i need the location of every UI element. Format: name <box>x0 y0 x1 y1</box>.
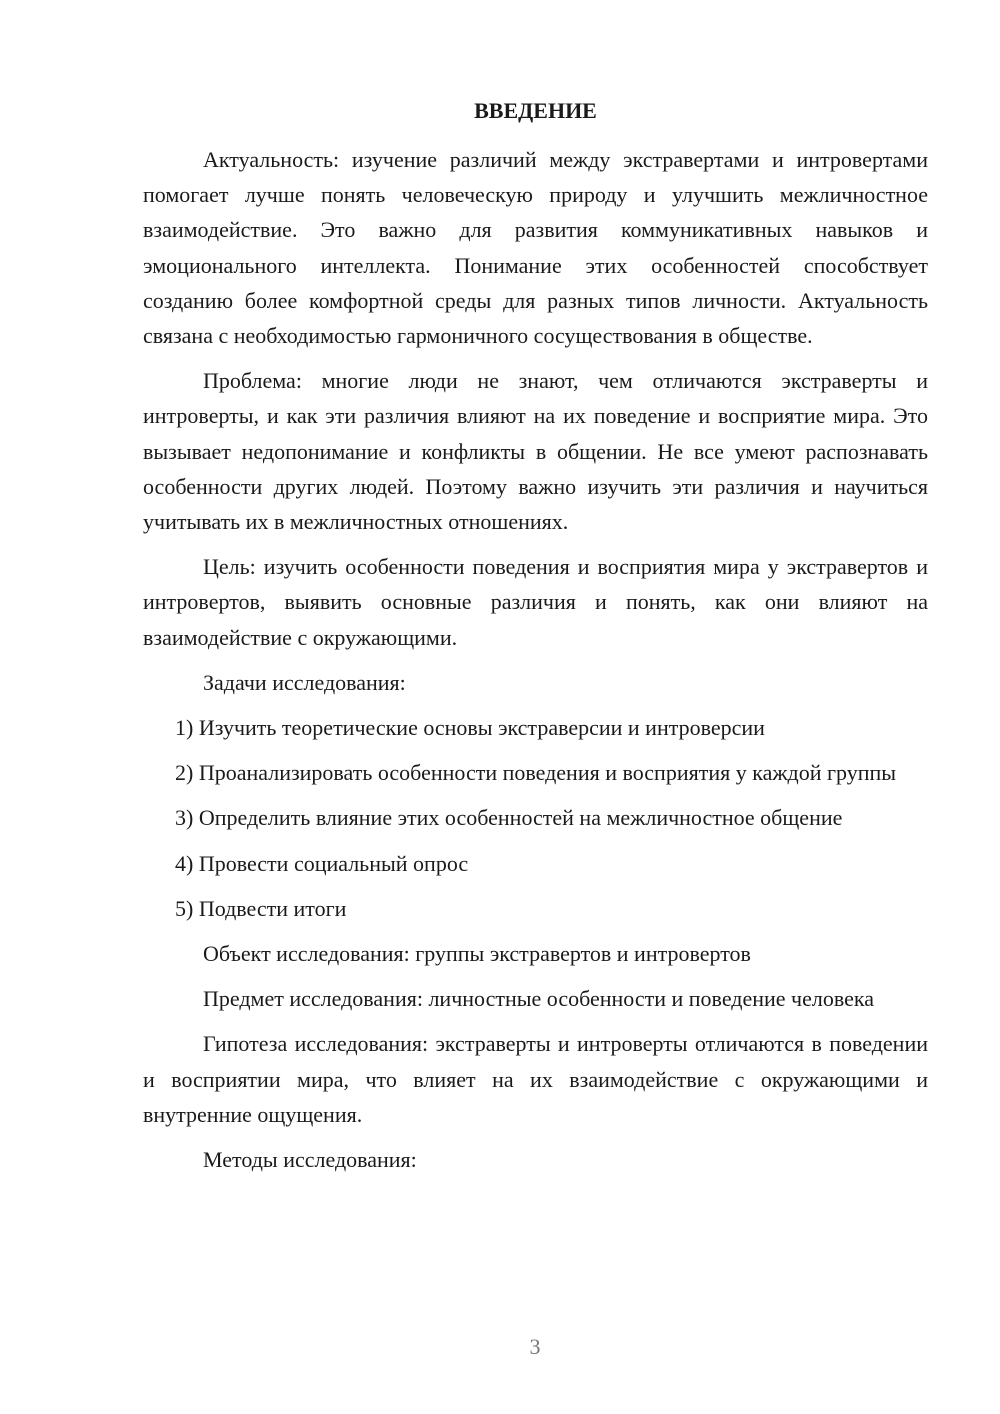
page-title: ВВЕДЕНИЕ <box>474 98 597 123</box>
task-item: 4) Провести социальный опрос <box>175 850 469 876</box>
paragraph-subject: Предмет исследования: личностные особенности и поведение человека <box>203 986 875 1012</box>
paragraph-tasks-heading: Задачи исследования: <box>203 669 406 695</box>
paragraph-relevance: Актуальность: изучение различий между экстравертами и интровертами помогает лучше понять человеческую природу и улучшить межличностное взаимодействие. Это важно для развития коммуникативных навыков и эмоционального интеллекта. Понимание этих особенностей способствует созданию более комфортной среды для разных типов личности. Актуальность связана с необходимостью гармоничного сосуществования в обществе. <box>143 147 928 349</box>
paragraph-methods: Методы исследования: <box>203 1147 417 1173</box>
task-item: 3) Определить влияние этих особенностей на межличностное общение <box>175 805 843 831</box>
task-item: 2) Проанализировать особенности поведения и восприятия у каждой группы <box>175 760 897 786</box>
task-item: 5) Подвести итоги <box>175 895 347 921</box>
task-item: 1) Изучить теоретические основы экстраверсии и интроверсии <box>175 715 765 741</box>
paragraph-hypothesis: Гипотеза исследования: экстраверты и интроверты отличаются в поведении и восприятии мира, что влияет на их взаимодействие с окружающими и внутренние ощущения. <box>143 1031 928 1127</box>
page-content <box>143 96 928 1187</box>
paragraph-goal: Цель: изучить особенности поведения и восприятия мира у экстравертов и интровертов, выявить основные различия и понять, как они влияют на взаимодействие с окружающими. <box>143 554 928 650</box>
paragraph-problem: Проблема: многие люди не знают, чем отличаются экстраверты и интроверты, и как эти различия влияют на их поведение и восприятие мира. Это вызывает недопонимание и конфликты в общении. Не все умеют распознавать особенности других людей. Поэтому важно изучить эти различия и научиться учитывать их в межличностных отношениях. <box>143 368 928 535</box>
page-number: 3 <box>529 1334 541 1359</box>
paragraph-object: Объект исследования: группы экстравертов и интровертов <box>203 941 751 967</box>
